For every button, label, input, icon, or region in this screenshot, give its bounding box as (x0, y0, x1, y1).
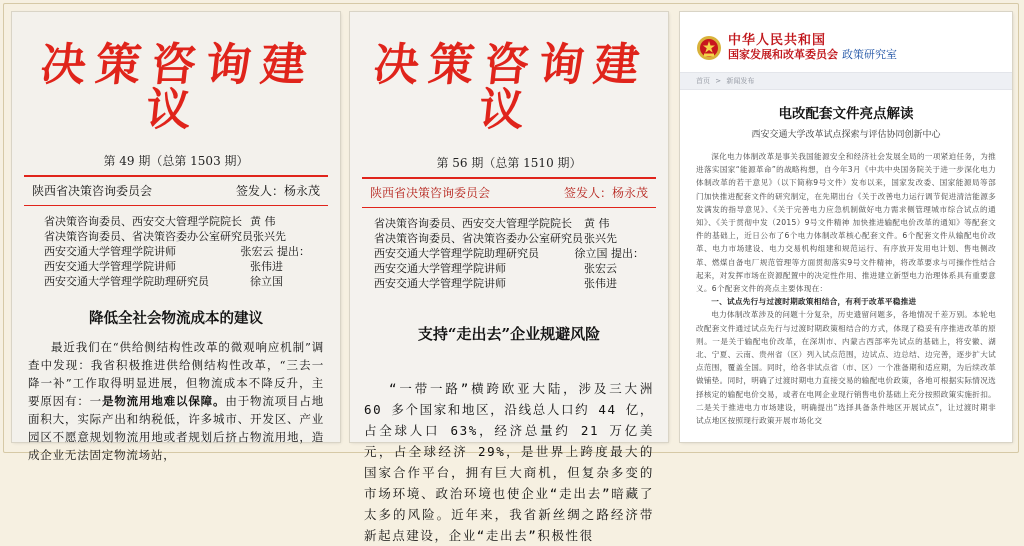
article-body: 最近我们在“供给侧结构性改革的微观响应机制”调查中发现：我省积极推进供给侧结构性改革，“三去一降一补”工作取得明显进展，但物流成本不降反升，主要原因有：一是物流用地难以保障。由于物流项目占地面积大，实际产出和纳税低，许多城市、开发区、产业园区不愿意规划物流用地或者规划后挤占物流用地，造成企业无法固定物流场站， (28, 340, 324, 462)
author-row: 西安交通大学管理学院讲师 张宏云 提出： (44, 245, 310, 258)
org-line (370, 184, 648, 201)
article-title: 支持“走出去”企业规避风险 (417, 325, 601, 343)
article-title: 电改配套文件亮点解读 (778, 106, 914, 122)
masthead: 决策咨询建议 (371, 38, 652, 136)
author-row: 省决策咨询委员、省决策咨委办公室研究员 张兴先 (374, 232, 617, 245)
article-author: 西安交通大学改革试点探索与评估协同创新中心 (751, 130, 941, 140)
breadcrumb-news[interactable]: 新闻发布 (726, 77, 755, 85)
breadcrumb-home[interactable]: 首页 (696, 77, 710, 85)
author-row: 省决策咨询委员、省决策咨委办公室研究员 张兴先 (44, 230, 286, 243)
ndrc-article (680, 12, 1012, 442)
author-row: 省决策咨询委员、西安交大管理学院院长 黄 伟 (44, 215, 276, 228)
breadcrumb (680, 72, 1012, 90)
issue-number: 第 49 期（总第 1503 期） (103, 154, 249, 168)
org-name: 陕西省决策咨询委员会 (32, 184, 153, 198)
masthead: 决策咨询建议 (38, 38, 319, 136)
author-row: 西安交通大学管理学院讲师 张宏云 (374, 262, 617, 275)
author-row: 西安交通大学管理学院助理研究员 徐立国 (44, 275, 283, 288)
red-rule-bottom (362, 207, 656, 208)
section-heading: 一、试点先行与过渡时期政策相结合，有利于改革平稳推进 (711, 297, 917, 307)
bulletin-56 (350, 12, 668, 543)
site-header (680, 12, 1012, 62)
issue-number: 第 56 期（总第 1510 期） (436, 156, 582, 170)
agency-name: 中华人民共和国 国家发展和改革委员会 政策研究室 (728, 33, 897, 61)
issuer: 签发人：杨永茂 (235, 184, 320, 198)
red-rule-bottom (24, 205, 328, 206)
red-rule (24, 175, 328, 177)
author-list (350, 216, 668, 291)
red-rule (362, 177, 656, 179)
author-row: 西安交通大学管理学院助理研究员 徐立国 提出： (374, 247, 644, 260)
author-row: 省决策咨询委员、西安交大管理学院院长 黄 伟 (374, 217, 610, 230)
breadcrumb-separator: > (715, 77, 722, 85)
national-emblem-icon (696, 35, 722, 61)
author-list (12, 214, 340, 289)
article-body: 深化电力体制改革是事关我国能源安全和经济社会发展全局的一项紧迫任务，为推进落实国家“能源革命”的战略构想，自今年3月《中共中央国务院关于进一步深化电力体制改革的若干意见》（以下简称9号文件）发布以来，国家发改委、国家能源局等部门加快推进配套文件的研究制定，在先期出台《关于改善电力运行调节促进清洁能源多发满发的指导意见》、《关于完善电力应急机制做好电力需求侧管理城市综合试点的通知》、《关于贯彻中发（2015）9号文件精神 加快推进输配电价改革的通知》等配套文件的基础上，近日公布了6个电力体制改革核心配套文件。6个配套文件从输配电价改革、电力市场建设、电力交易机构组建和规范运行、有序放开发用电计划、售电侧改革、燃煤自备电厂规范管理等方面贯彻落实9号文件精神，将改革要求与可操作性结合起来，对发挥市场在资源配置中的决定性作用、推进建立新型电力治理体系具有重要意义。6个配套文件的亮点主要体现在： 一、试点先行与过渡时期政策相结合，有利于改革平稳推进 电力体制改革涉及的问题十分复杂，历史遗留问题多，各地情况千差万别。本轮电改配套文件通过试点先行与过渡时期政策相结合的方式，体现了稳妥有序推进改革的原则。一是关于输配电价改革，在深圳市、内蒙古西部率先试点的基础上，将安徽、湖北、宁夏、云南、贵州省（区）列入试点范围，边试点、边总结、边完善，逐步扩大试点范围，覆盖全国。同时，给各非试点省（市、区）一个准备期和适应期，为后续改革做铺垫。同时，明确了过渡时期电力直接交易的输配电价政策，各地可根据实际情况选择核定的输配电价交易，或者在电网企业现行销售电价基础上充分按照政策实施折扣。二是关于推进电力市场建设，明确提出“选择具备条件地区开展试点”，让过渡时期非试点地区按照现行政策开展市场化交 (696, 152, 996, 426)
dept-name: 政策研究室 (842, 48, 897, 61)
article-title: 降低全社会物流成本的建议 (89, 310, 263, 327)
org-line (32, 182, 320, 199)
author-row: 西安交通大学管理学院讲师 张伟进 (374, 277, 617, 290)
bulletin-49 (12, 12, 340, 462)
issuer: 签发人：杨永茂 (563, 186, 648, 200)
article-body: “一带一路”横跨欧亚大陆，涉及三大洲 60 多个国家和地区，沿线总人口约 44 亿，占全球人口 63%，经济总量约 21 万亿美元，占全球经济 29%，是世界上跨度最大的国家合作平台，拥有巨大商机，但复杂多变的市场环境、政治环境也使企业“走出去”暗藏了太多的风险。近年来，我省新丝绸之路经济带新起点建设，企业“走出去”积极性很 (364, 381, 654, 543)
org-name: 陕西省决策咨询委员会 (370, 186, 491, 200)
author-row: 西安交通大学管理学院讲师 张伟进 (44, 260, 283, 273)
